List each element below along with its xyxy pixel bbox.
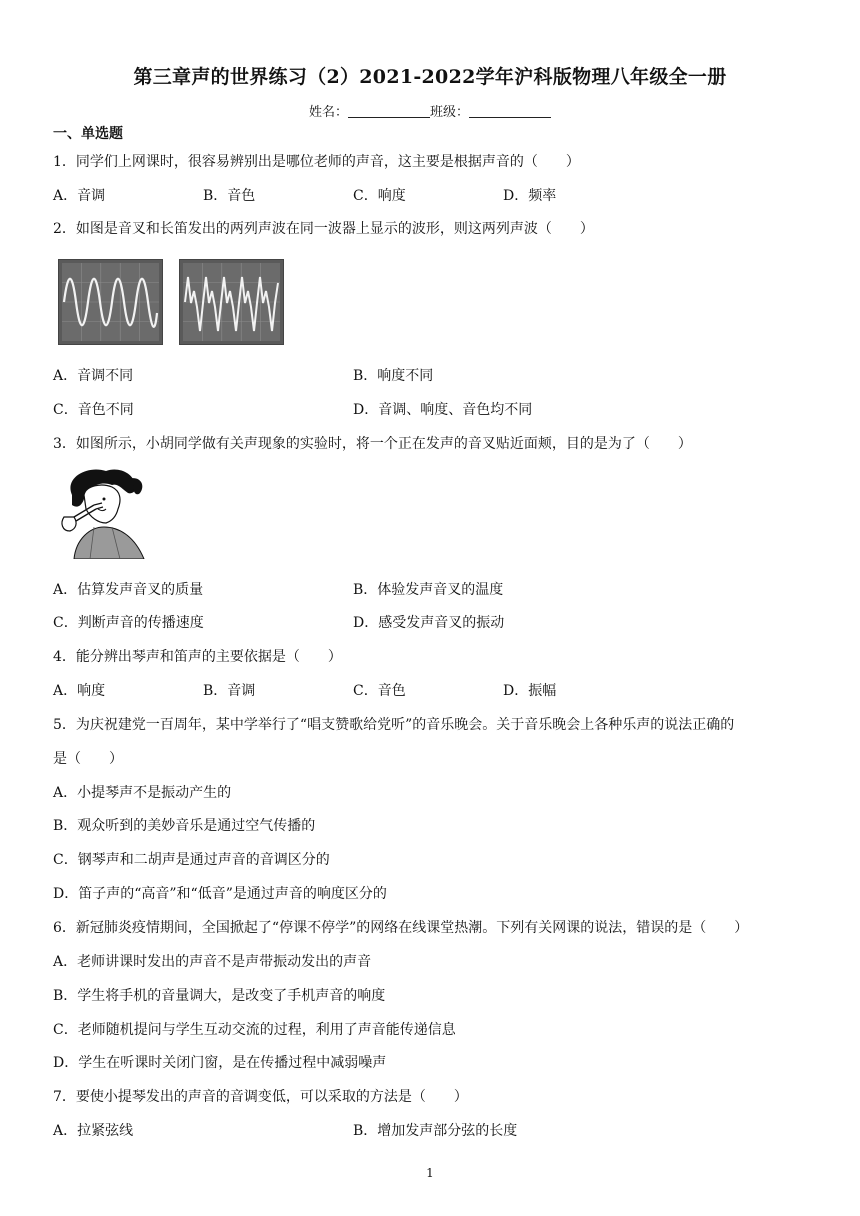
q7-option-a: A．拉紧弦线 — [53, 1123, 134, 1139]
q2-option-b: B．响度不同 — [353, 368, 434, 384]
q7-option-b: B．增加发声部分弦的长度 — [353, 1123, 518, 1139]
complex-waveform-icon — [183, 263, 280, 341]
q6-option-b: B．学生将手机的音量调大，是改变了手机声音的响度 — [53, 988, 386, 1004]
q5-option-d: D．笛子声的“高音”和“低音”是通过声音的响度区分的 — [53, 886, 387, 902]
question-2-text: 2．如图是音叉和长笛发出的两列声波在同一波器上显示的波形，则这两列声波（ ） — [53, 221, 594, 237]
q4-option-a: A．响度 — [53, 683, 106, 699]
q1-option-b: B．音色 — [203, 188, 256, 204]
q6-option-d: D．学生在听课时关闭门窗，是在传播过程中减弱噪声 — [53, 1055, 387, 1071]
q6-option-c: C．老师随机提问与学生互动交流的过程，利用了声音能传递信息 — [53, 1022, 456, 1038]
q4-option-c: C．音色 — [353, 683, 406, 699]
page-number: 1 — [426, 1166, 434, 1180]
q1-option-c: C．响度 — [353, 188, 406, 204]
q3-option-c: C．判断声音的传播速度 — [53, 615, 204, 631]
q2-option-a: A．音调不同 — [53, 368, 134, 384]
question-4-text: 4．能分辨出琴声和笛声的主要依据是（ ） — [53, 649, 342, 665]
q4-option-d: D．振幅 — [503, 683, 557, 699]
q1-option-a: A．音调 — [53, 188, 106, 204]
name-blank[interactable] — [348, 105, 430, 118]
class-label: 班级： — [430, 105, 470, 120]
class-blank[interactable] — [469, 105, 551, 118]
q3-option-b: B．体验发声音叉的温度 — [353, 582, 504, 598]
question-1-text: 1．同学们上网课时，很容易辨别出是哪位老师的声音，这主要是根据声音的（ ） — [53, 154, 580, 170]
q4-option-b: B．音调 — [203, 683, 256, 699]
q3-option-a: A．估算发声音叉的质量 — [53, 582, 204, 598]
q6-option-a: A．老师讲课时发出的声音不是声带振动发出的声音 — [53, 954, 372, 970]
question-5-text-continued: 是（ ） — [53, 751, 123, 767]
q1-option-d: D．频率 — [503, 188, 557, 204]
tuning-fork-waveform-figure — [58, 259, 163, 345]
section-heading: 一、单选题 — [53, 126, 123, 142]
question-7-text: 7．要使小提琴发出的声音的音调变低，可以采取的方法是（ ） — [53, 1089, 468, 1105]
q5-option-a: A．小提琴声不是振动产生的 — [53, 785, 232, 801]
q3-option-d: D．感受发声音叉的振动 — [353, 615, 505, 631]
q5-option-b: B．观众听到的美妙音乐是通过空气传播的 — [53, 818, 316, 834]
q2-option-c: C．音色不同 — [53, 402, 134, 418]
sine-waveform-icon — [62, 263, 159, 341]
girl-with-tuning-fork-icon — [54, 465, 150, 559]
student-info-line — [0, 101, 860, 120]
girl-tuning-fork-figure — [54, 465, 150, 559]
question-5-text: 5．为庆祝建党一百周年，某中学举行了“唱支赞歌给党听”的音乐晚会。关于音乐晚会上各种乐声的说法正确的 — [53, 717, 735, 733]
q5-option-c: C．钢琴声和二胡声是通过声音的音调区分的 — [53, 852, 330, 868]
flute-waveform-figure — [179, 259, 284, 345]
page-title: 第三章声的世界练习（2）2021-2022学年沪科版物理八年级全一册 — [133, 66, 727, 88]
question-3-text: 3．如图所示，小胡同学做有关声现象的实验时，将一个正在发声的音叉贴近面颊，目的是为了（ ） — [53, 436, 692, 452]
name-label: 姓名： — [308, 105, 348, 120]
q2-option-d: D．音调、响度、音色均不同 — [353, 402, 533, 418]
question-6-text: 6．新冠肺炎疫情期间，全国掀起了“停课不停学”的网络在线课堂热潮。下列有关网课的说法，错误的是（ ） — [53, 920, 749, 936]
